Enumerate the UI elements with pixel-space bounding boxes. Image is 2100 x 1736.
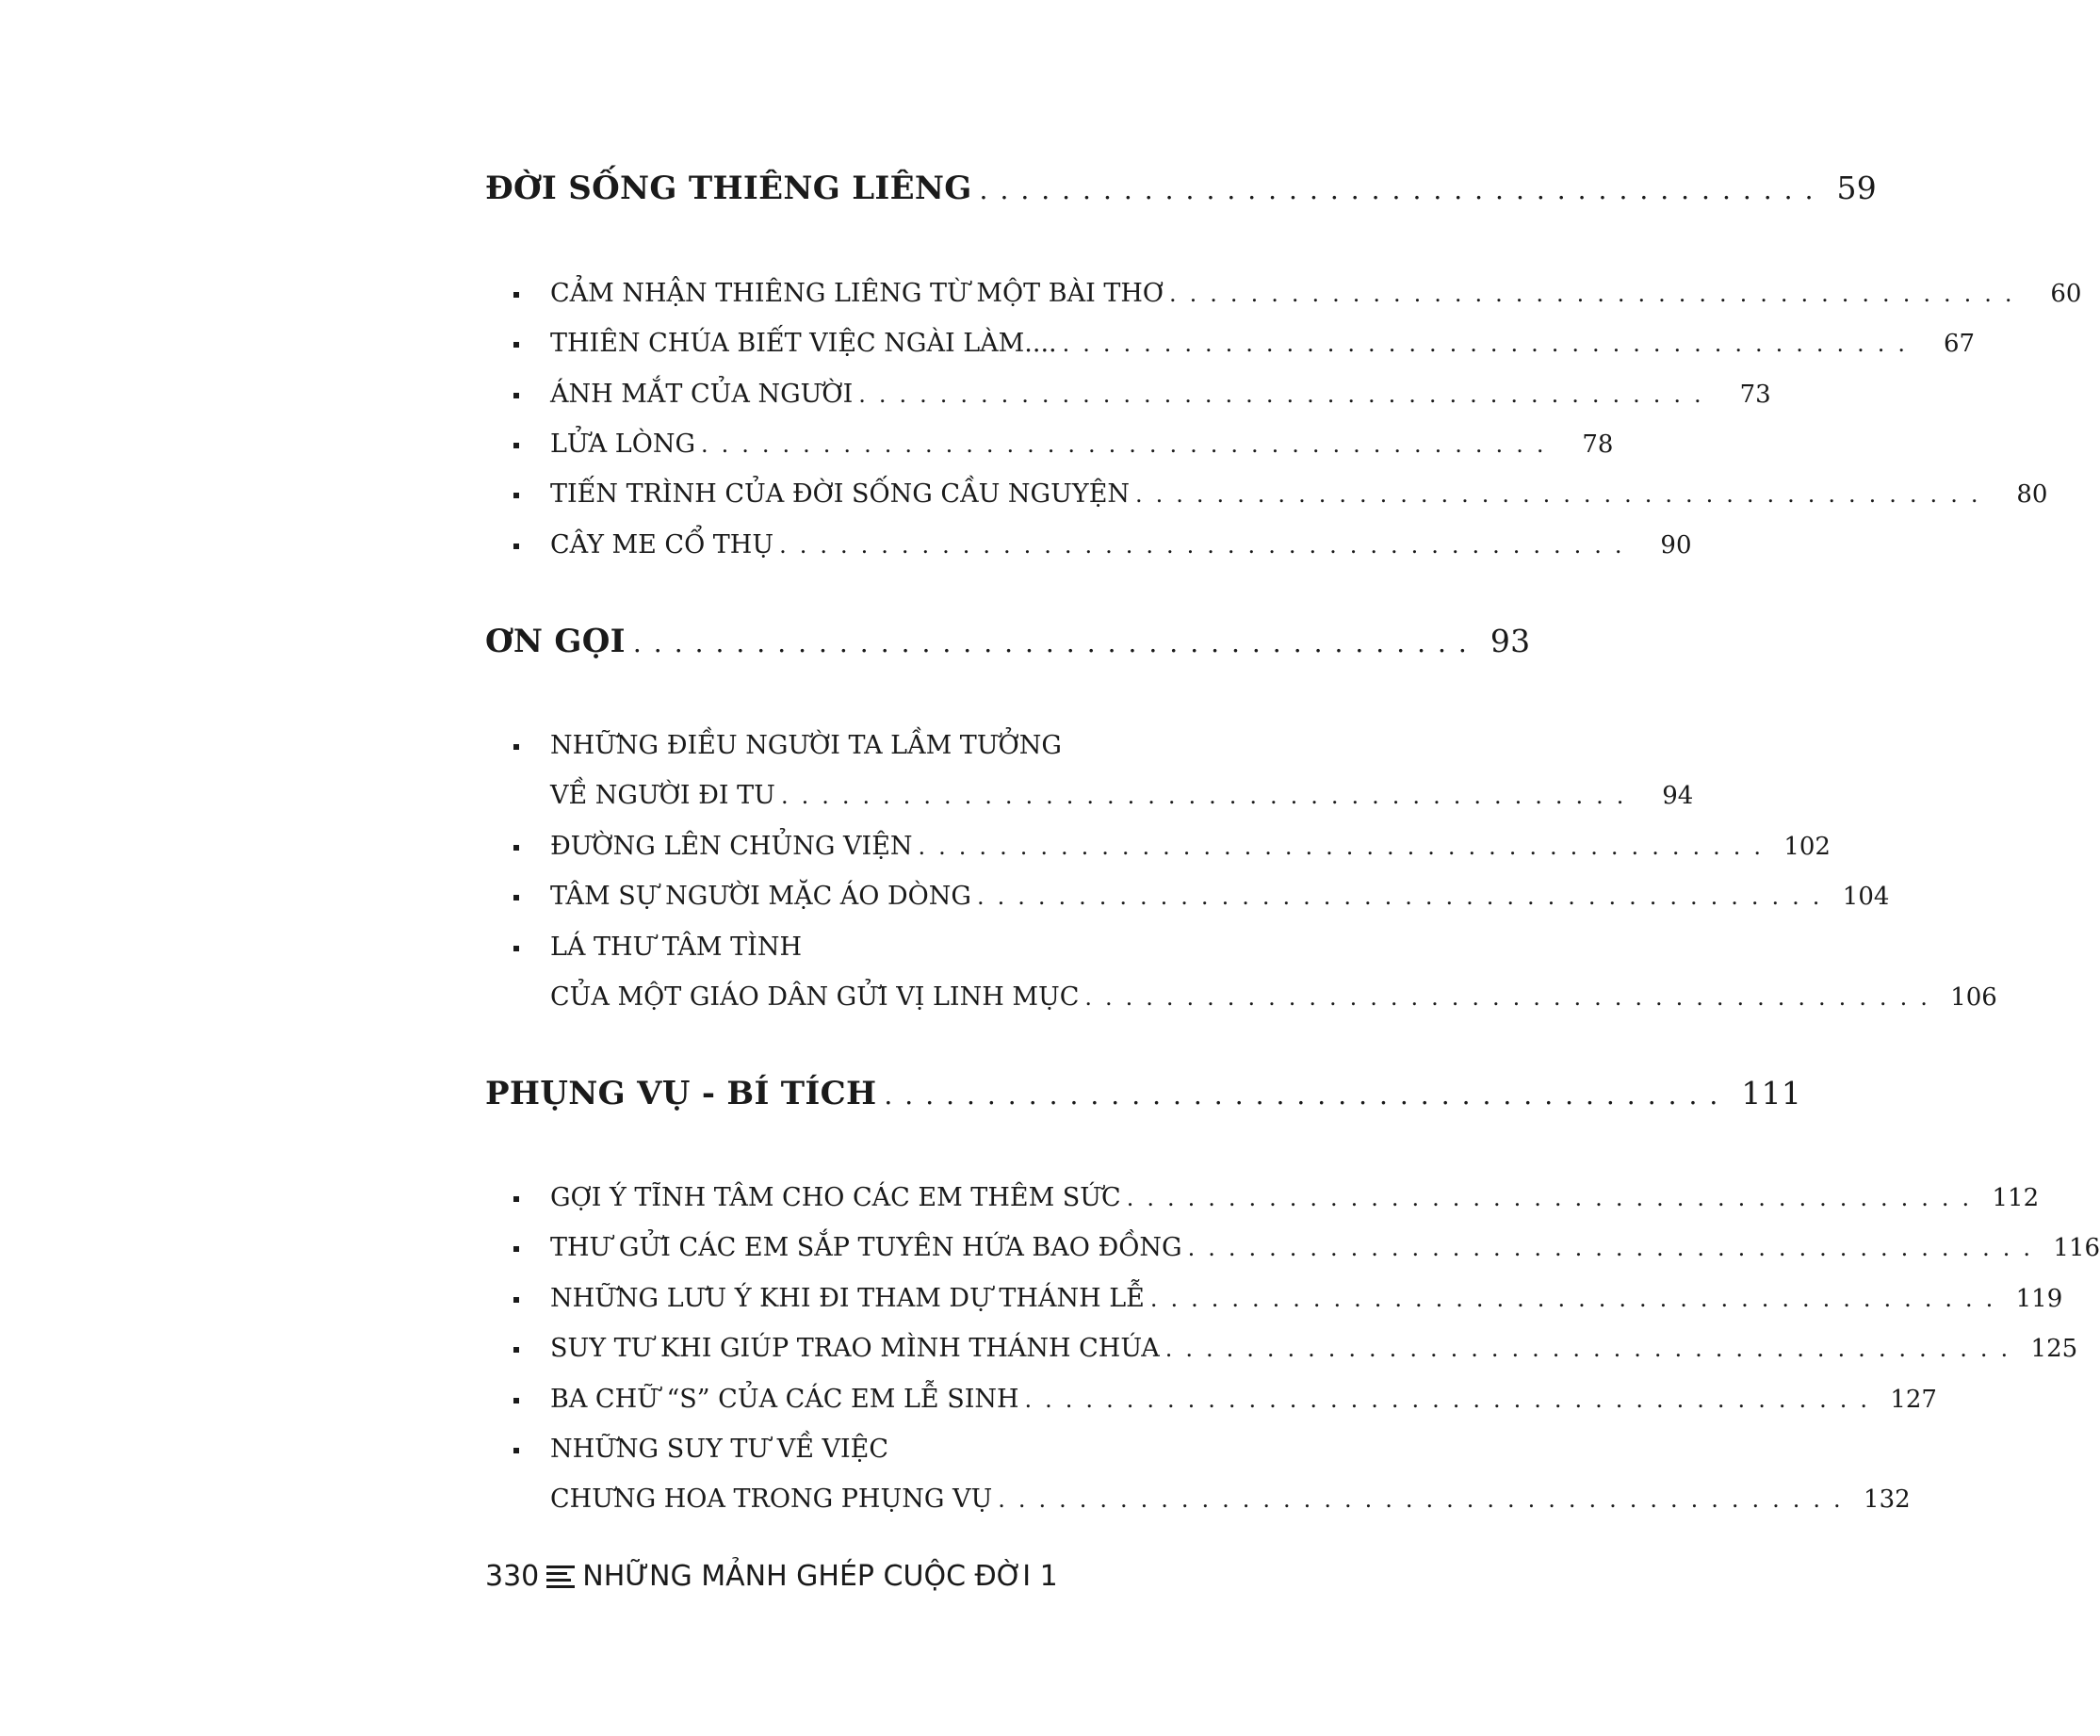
toc-item: TÂM SỰ NGƯỜI MẶC ÁO DÒNG .......................................... 104 bbox=[513, 882, 1297, 911]
toc-item-page: 73 bbox=[1739, 381, 1771, 409]
toc-item-title: ÁNH MẮT CỦA NGƯỜI bbox=[550, 380, 854, 409]
bullet-icon bbox=[513, 1246, 519, 1252]
toc-item: ÁNH MẮT CỦA NGƯỜI .......................................... 73 bbox=[513, 380, 1297, 409]
toc-item-page: 127 bbox=[1890, 1386, 1937, 1414]
section-heading: PHỤNG VỤ - BÍ TÍCH ......................................... 111 bbox=[485, 1075, 1802, 1112]
toc-item-page: 67 bbox=[1943, 330, 1976, 358]
bullet-icon bbox=[513, 443, 519, 448]
section-page-number: 93 bbox=[1490, 623, 1531, 659]
toc-item bbox=[513, 731, 1297, 760]
toc-item: LỬA LÒNG .......................................... 78 bbox=[513, 430, 1297, 459]
bullet-icon bbox=[513, 744, 519, 750]
toc-item-title-line2: VỀ NGƯỜI ĐI TU bbox=[550, 781, 775, 810]
bullet-icon bbox=[513, 1297, 519, 1303]
section-title: ĐỜI SỐNG THIÊNG LIÊNG bbox=[485, 170, 972, 207]
toc-item-title: CÂY ME CỔ THỤ bbox=[550, 530, 774, 560]
toc-item-title: LÁ THƯ TÂM TÌNH bbox=[550, 933, 803, 962]
toc-item-title: NHỮNG SUY TƯ VỀ VIỆC bbox=[550, 1435, 889, 1464]
page-footer bbox=[485, 1560, 1058, 1593]
toc-item-continuation: VỀ NGƯỜI ĐI TU .......................................... 94 bbox=[513, 781, 1297, 810]
toc-item: CẢM NHẬN THIÊNG LIÊNG TỪ MỘT BÀI THƠ .......................................... 60 bbox=[513, 279, 1297, 308]
toc-item: ĐƯỜNG LÊN CHỦNG VIỆN .......................................... 102 bbox=[513, 832, 1297, 861]
bullet-icon bbox=[513, 845, 519, 851]
section-page-number: 59 bbox=[1836, 170, 1878, 206]
toc-item-title: GỢI Ý TĨNH TÂM CHO CÁC EM THÊM SỨC bbox=[550, 1183, 1121, 1212]
section-title: ƠN GỌI bbox=[485, 623, 626, 660]
toc-item-title: CẢM NHẬN THIÊNG LIÊNG TỪ MỘT BÀI THƠ bbox=[550, 279, 1164, 308]
toc-item-title: THƯ GỬI CÁC EM SẮP TUYÊN HỨA BAO ĐỒNG bbox=[550, 1233, 1182, 1262]
toc-item-title-line2: CỦA MỘT GIÁO DÂN GỬI VỊ LINH MỤC bbox=[550, 982, 1080, 1012]
toc-item-title: TÂM SỰ NGƯỜI MẶC ÁO DÒNG bbox=[550, 882, 972, 911]
menu-lines-icon bbox=[546, 1566, 575, 1588]
toc-item: THIÊN CHÚA BIẾT VIỆC NGÀI LÀM.... .......................................... 67 bbox=[513, 329, 1297, 358]
section-heading: ĐỜI SỐNG THIÊNG LIÊNG ......................................... 59 bbox=[485, 170, 1878, 207]
bullet-icon bbox=[513, 1347, 519, 1353]
toc-item-title: ĐƯỜNG LÊN CHỦNG VIỆN bbox=[550, 832, 913, 861]
bullet-icon bbox=[513, 1448, 519, 1453]
bullet-icon bbox=[513, 895, 519, 900]
section-title: PHỤNG VỤ - BÍ TÍCH bbox=[485, 1075, 877, 1112]
toc-item-page: 78 bbox=[1582, 430, 1614, 459]
toc-item-page: 112 bbox=[1992, 1184, 2040, 1212]
toc-item-title: TIẾN TRÌNH CỦA ĐỜI SỐNG CẦU NGUYỆN bbox=[550, 479, 1131, 509]
toc-item-page: 80 bbox=[2016, 480, 2048, 509]
toc-item-page: 102 bbox=[1783, 833, 1831, 861]
bullet-icon bbox=[513, 493, 519, 498]
toc-item-page: 90 bbox=[1660, 531, 1692, 560]
section-heading: ƠN GỌI ......................................... 93 bbox=[485, 623, 1531, 660]
bullet-icon bbox=[513, 342, 519, 348]
toc-item: CÂY ME CỔ THỤ .......................................... 90 bbox=[513, 530, 1297, 560]
toc-item: BA CHỮ “S” CỦA CÁC EM LỄ SINH .......................................... 127 bbox=[513, 1385, 1297, 1414]
toc-item-title: LỬA LÒNG bbox=[550, 430, 696, 459]
toc-item: SUY TƯ KHI GIÚP TRAO MÌNH THÁNH CHÚA .......................................... 125 bbox=[513, 1334, 1297, 1363]
toc-item-title: THIÊN CHÚA BIẾT VIỆC NGÀI LÀM.... bbox=[550, 329, 1057, 358]
toc-item: THƯ GỬI CÁC EM SẮP TUYÊN HỨA BAO ĐỒNG .......................................... 116 bbox=[513, 1233, 1297, 1262]
toc-item-page: 132 bbox=[1864, 1485, 1911, 1514]
page-number: 330 bbox=[485, 1560, 540, 1593]
toc-item bbox=[513, 1435, 1297, 1464]
section-page-number: 111 bbox=[1741, 1075, 1802, 1111]
toc-item-page: 116 bbox=[2053, 1234, 2100, 1262]
toc-item-title-line2: CHƯNG HOA TRONG PHỤNG VỤ bbox=[550, 1485, 993, 1514]
toc-item-title: SUY TƯ KHI GIÚP TRAO MÌNH THÁNH CHÚA bbox=[550, 1334, 1160, 1363]
toc-item-title: BA CHỮ “S” CỦA CÁC EM LỄ SINH bbox=[550, 1385, 1019, 1414]
toc-item-continuation: CỦA MỘT GIÁO DÂN GỬI VỊ LINH MỤC .......................................... 106 bbox=[513, 982, 1297, 1012]
book-title: NHỮNG MẢNH GHÉP CUỘC ĐỜI 1 bbox=[582, 1560, 1058, 1593]
toc-item-continuation: CHƯNG HOA TRONG PHỤNG VỤ .......................................... 132 bbox=[513, 1485, 1297, 1514]
toc-item: GỢI Ý TĨNH TÂM CHO CÁC EM THÊM SỨC .......................................... 112 bbox=[513, 1183, 1297, 1212]
bullet-icon bbox=[513, 1196, 519, 1202]
bullet-icon bbox=[513, 946, 519, 951]
bullet-icon bbox=[513, 544, 519, 549]
toc-item-page: 104 bbox=[1842, 883, 1890, 911]
toc-item-title: NHỮNG ĐIỀU NGƯỜI TA LẦM TƯỞNG bbox=[550, 731, 1062, 760]
toc-item: TIẾN TRÌNH CỦA ĐỜI SỐNG CẦU NGUYỆN .......................................... 80 bbox=[513, 479, 1297, 509]
bullet-icon bbox=[513, 1398, 519, 1403]
toc-item-page: 119 bbox=[2015, 1285, 2063, 1313]
toc-item-page: 106 bbox=[1950, 983, 1997, 1012]
toc-item-page: 125 bbox=[2030, 1335, 2078, 1363]
toc-item-page: 94 bbox=[1662, 782, 1694, 810]
bullet-icon bbox=[513, 292, 519, 298]
toc-item bbox=[513, 933, 1297, 962]
toc-item: NHỮNG LƯU Ý KHI ĐI THAM DỰ THÁNH LỄ .......................................... 119 bbox=[513, 1284, 1297, 1313]
toc-item-title: NHỮNG LƯU Ý KHI ĐI THAM DỰ THÁNH LỄ bbox=[550, 1284, 1145, 1313]
bullet-icon bbox=[513, 393, 519, 398]
toc-item-page: 60 bbox=[2050, 280, 2082, 308]
